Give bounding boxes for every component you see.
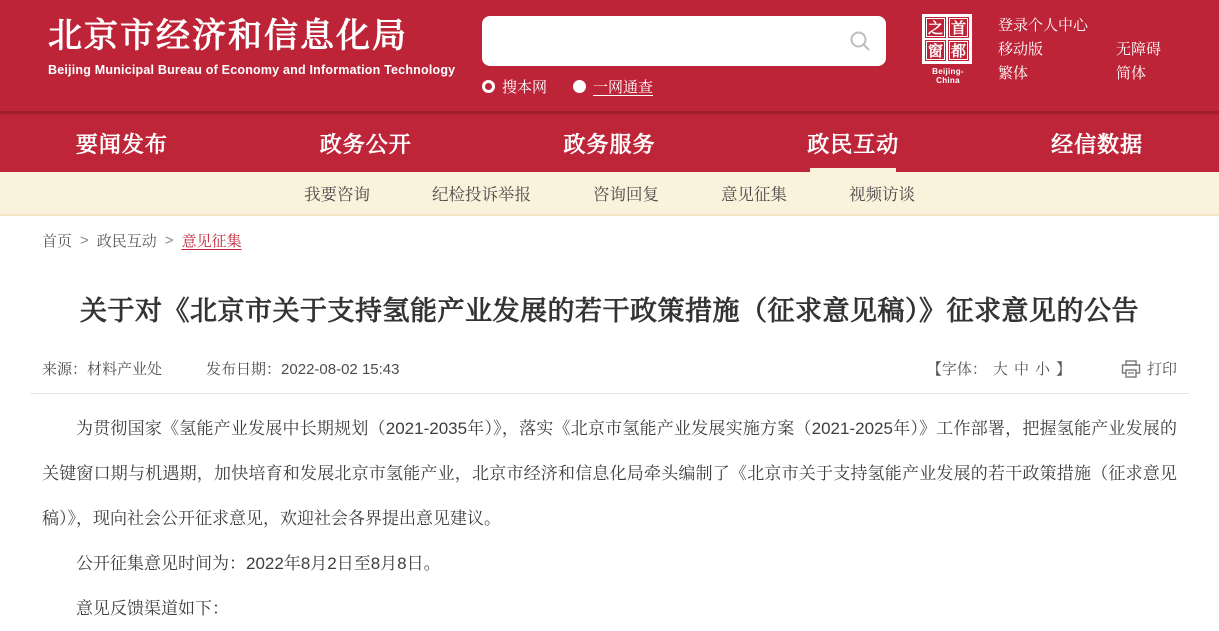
font-size-open-bracket: 【字体： xyxy=(926,361,987,378)
seal-char: 窗 xyxy=(925,40,946,61)
article-date xyxy=(206,358,399,379)
site-title: 北京市经济和信息化局 xyxy=(48,17,408,55)
nav-item-gov-services[interactable]: 政务服务 xyxy=(563,131,656,157)
date-value: 2022-08-02 15:43 xyxy=(281,361,400,378)
font-size-close-bracket: 】 xyxy=(1055,361,1071,378)
article-body xyxy=(30,394,1189,631)
accessibility-link[interactable]: 无障碍 xyxy=(1116,41,1162,58)
breadcrumb-home[interactable]: 首页 xyxy=(42,233,73,250)
source-label: 来源： xyxy=(42,361,88,378)
login-link[interactable]: 登录个人中心 xyxy=(998,17,1089,34)
article-meta-left xyxy=(42,358,399,379)
subnav-item-consult[interactable]: 我要咨询 xyxy=(304,186,370,204)
source-value: 材料产业处 xyxy=(87,361,163,378)
seal-char: 之 xyxy=(925,17,946,38)
search-box[interactable] xyxy=(482,16,886,66)
nav-item-economic-data[interactable]: 经信数据 xyxy=(1051,131,1144,157)
article-meta-right xyxy=(927,358,1177,379)
breadcrumb xyxy=(0,216,1219,251)
nav-item-news[interactable]: 要闻发布 xyxy=(75,131,168,157)
article-paragraph: 为贯彻国家《氢能产业发展中长期规划（2021-2035年）》，落实《北京市氢能产业发展实施方案（2021-2025年）》工作部署，把握氢能产业发展的关键窗口期与机遇期，加快培育和发展北京市氢能产业，北京市经济和信息化局牵头编制了《北京市关于支持氢能产业发展的若干政策措施（征求意见稿）》，现向社会公开征求意见，欢迎社会各界提出意见建议。 xyxy=(42,419,1177,528)
header-quick-links xyxy=(998,14,1161,86)
site-header xyxy=(0,0,1219,111)
printer-icon xyxy=(1121,360,1141,378)
seal-caption: Beijing-China xyxy=(932,67,964,85)
site-subtitle: Beijing Municipal Bureau of Economy and Information Technology xyxy=(48,62,456,77)
search-block xyxy=(482,16,886,97)
site-logo[interactable] xyxy=(48,16,455,77)
radio-selected-icon[interactable] xyxy=(573,80,586,93)
subnav-item-discipline-report[interactable]: 纪检投诉举报 xyxy=(432,186,531,204)
breadcrumb-public-interaction[interactable]: 政民互动 xyxy=(96,233,157,250)
article-source xyxy=(42,358,162,379)
search-scope-onenet[interactable] xyxy=(573,76,653,97)
nav-item-gov-disclosure[interactable]: 政务公开 xyxy=(319,131,412,157)
traditional-chinese-link[interactable]: 繁体 xyxy=(998,65,1029,82)
breadcrumb-separator: > xyxy=(164,232,174,249)
font-size-control xyxy=(927,358,1071,379)
nav-item-public-interaction[interactable]: 政民互动 xyxy=(731,114,975,172)
print-label: 打印 xyxy=(1146,361,1177,378)
article-paragraph: 意见反馈渠道如下： xyxy=(76,599,229,618)
subnav-item-video-interview[interactable]: 视频访谈 xyxy=(849,186,915,204)
search-scope-site[interactable] xyxy=(482,76,547,97)
seal-char: 首 xyxy=(948,17,969,38)
seal-grid xyxy=(922,14,972,64)
radio-unselected-icon[interactable] xyxy=(482,80,495,93)
capital-window-seal-logo[interactable] xyxy=(922,14,974,85)
article-container xyxy=(0,289,1219,631)
search-scope-onenet-label: 一网通查 xyxy=(593,79,654,96)
print-button[interactable] xyxy=(1121,358,1177,379)
breadcrumb-current[interactable]: 意见征集 xyxy=(181,233,242,250)
search-input[interactable] xyxy=(482,16,886,66)
seal-char: 都 xyxy=(948,40,969,61)
mobile-version-link[interactable]: 移动版 xyxy=(998,41,1044,58)
date-label: 发布日期： xyxy=(206,361,282,378)
main-nav xyxy=(0,114,1219,172)
article-title: 关于对《北京市关于支持氢能产业发展的若干政策措施（征求意见稿）》征求意见的公告 xyxy=(80,296,1139,326)
search-scope-site-label: 搜本网 xyxy=(502,79,548,96)
subnav-item-opinion-solicitation[interactable]: 意见征集 xyxy=(721,186,787,204)
font-size-medium-button[interactable]: 中 xyxy=(1013,361,1029,378)
article-meta-row xyxy=(30,358,1189,394)
article-paragraph: 公开征集意见时间为：2022年8月2日至8月8日。 xyxy=(76,554,441,573)
font-size-large-button[interactable]: 大 xyxy=(992,361,1008,378)
sub-nav xyxy=(0,172,1219,216)
breadcrumb-separator: > xyxy=(80,232,89,249)
search-scope-group xyxy=(482,76,886,97)
simplified-chinese-link[interactable]: 简体 xyxy=(1116,65,1147,82)
font-size-small-button[interactable]: 小 xyxy=(1034,361,1050,378)
search-icon[interactable] xyxy=(848,29,872,53)
subnav-item-consult-reply[interactable]: 咨询回复 xyxy=(593,186,659,204)
